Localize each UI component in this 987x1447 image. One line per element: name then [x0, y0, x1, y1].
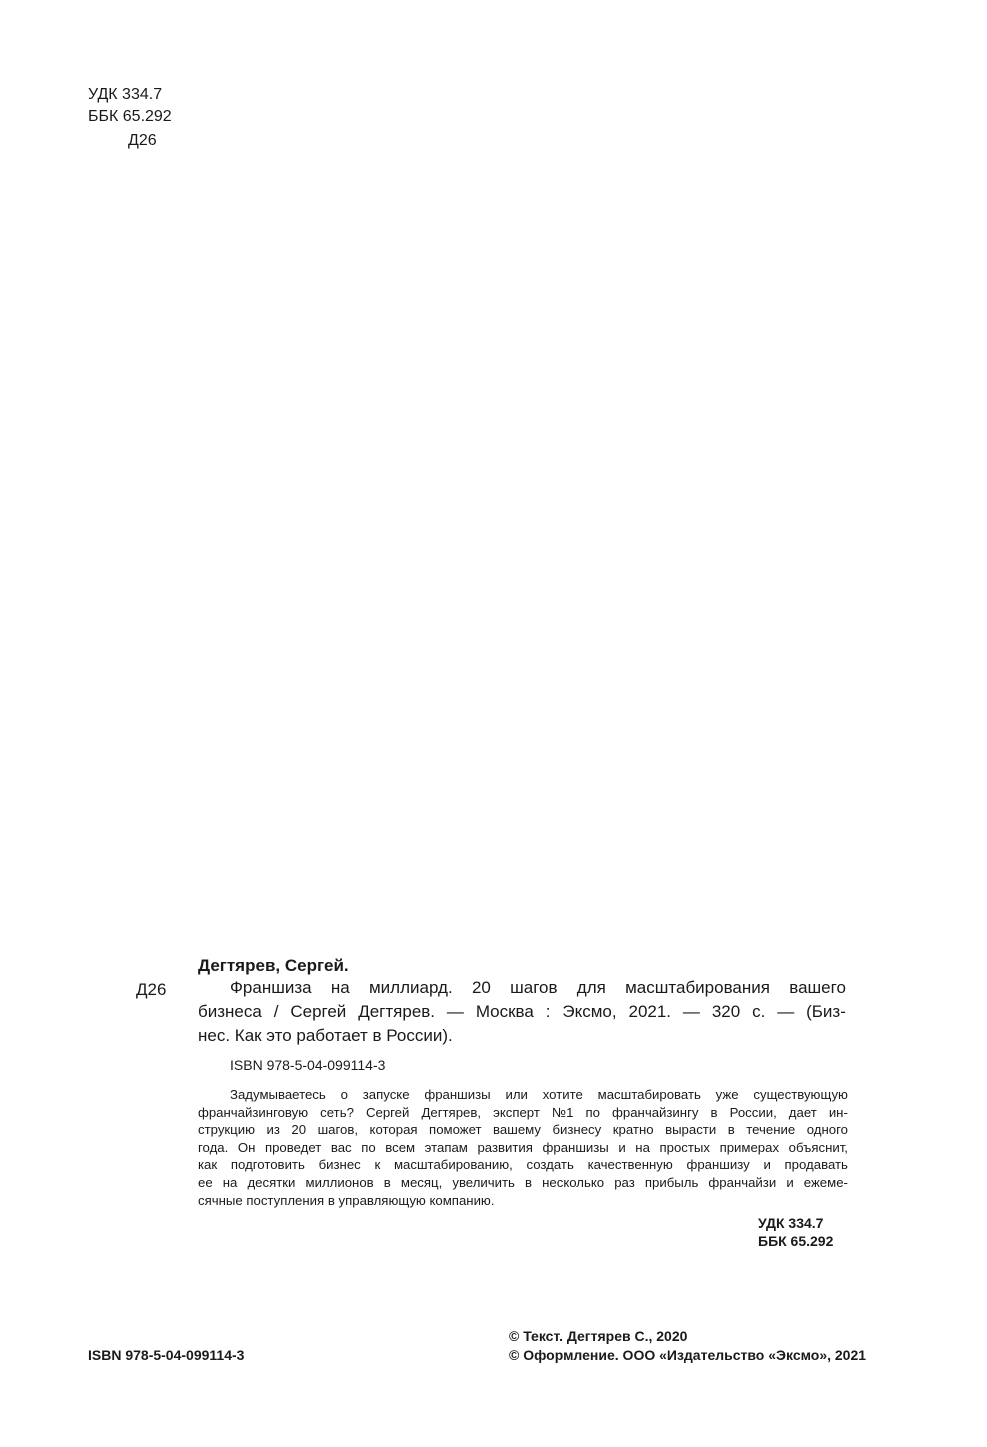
- word: Франшиза: [230, 978, 312, 997]
- copyright-text: © Текст. Дегтярев С., 2020: [509, 1328, 688, 1344]
- word: увеличить: [452, 1174, 515, 1190]
- word: масштабировать: [597, 1087, 701, 1102]
- word: масштабирования: [625, 978, 770, 997]
- word: 20: [291, 1122, 307, 1138]
- word: Задумываетесь: [230, 1087, 326, 1102]
- udk-code-top: УДК 334.7: [88, 86, 163, 103]
- word: качественную: [587, 1157, 673, 1173]
- copyright-design: © Оформление. ООО «Издательство «Эксмо», 2021: [509, 1347, 867, 1363]
- word: бизнеса: [198, 1002, 262, 1021]
- word: вашего: [789, 978, 846, 997]
- word: шагов,: [317, 1122, 359, 1138]
- word: /: [273, 1002, 279, 1021]
- author-heading: Дегтярев, Сергей.: [198, 956, 349, 975]
- bbk-code-top: ББК 65.292: [88, 108, 172, 125]
- bibliographic-description: [198, 976, 846, 1048]
- word: и: [618, 1139, 626, 1155]
- word: и: [763, 1157, 771, 1173]
- word: которая: [369, 1122, 418, 1138]
- annotation-line: [198, 1139, 848, 1157]
- word: развития: [477, 1139, 533, 1155]
- word: франчайзингу: [612, 1104, 699, 1120]
- word: миллионов: [305, 1174, 374, 1190]
- word: запуске: [362, 1087, 410, 1102]
- word: или: [505, 1087, 528, 1102]
- annotation-line: [198, 1156, 848, 1174]
- word: несколько: [542, 1174, 605, 1190]
- word: раз: [614, 1174, 635, 1190]
- word: хотите: [542, 1087, 583, 1102]
- word: десятки: [247, 1174, 296, 1190]
- word: поможет: [429, 1122, 482, 1138]
- word: франчайзи: [708, 1174, 777, 1190]
- description-line: [198, 1024, 846, 1048]
- word: ее: [198, 1174, 213, 1190]
- word: 20: [471, 978, 491, 997]
- word: —: [446, 1002, 464, 1021]
- annotation-line: [198, 1192, 848, 1210]
- word: этапам: [424, 1139, 468, 1155]
- word: Москва: [475, 1002, 534, 1021]
- word: в: [710, 1104, 718, 1120]
- word: простых: [659, 1139, 710, 1155]
- word: ежеме-: [803, 1174, 848, 1190]
- word: Он: [237, 1139, 256, 1155]
- word: шагов: [510, 978, 558, 997]
- word: к: [374, 1157, 381, 1173]
- word: 320: [711, 1002, 741, 1021]
- word: нес. Как это работает в России).: [198, 1026, 453, 1045]
- word: вырасти: [665, 1122, 717, 1138]
- word: миллиард.: [368, 978, 453, 997]
- word: Сергей: [290, 1002, 347, 1021]
- word: прибыль: [644, 1174, 699, 1190]
- word: :: [545, 1002, 551, 1021]
- word: на: [635, 1139, 650, 1155]
- word: сячные поступления в управляющую компанию.: [198, 1192, 495, 1208]
- annotation-line: [198, 1104, 848, 1122]
- word: уже: [715, 1087, 739, 1102]
- word: существующую: [753, 1087, 848, 1102]
- word: и: [786, 1174, 794, 1190]
- word: Эксмо,: [562, 1002, 617, 1021]
- word: Сергей: [365, 1104, 410, 1120]
- word: бизнес: [318, 1157, 361, 1173]
- word: как: [198, 1157, 218, 1173]
- word: года.: [198, 1139, 229, 1155]
- word: Дегтярев.: [358, 1002, 436, 1021]
- word: месяц,: [400, 1174, 443, 1190]
- word: с.: [752, 1002, 766, 1021]
- word: по: [361, 1139, 376, 1155]
- word: на: [222, 1174, 238, 1190]
- isbn-record: ISBN 978-5-04-099114-3: [230, 1057, 386, 1073]
- word: франшизы: [542, 1139, 609, 1155]
- word: России,: [729, 1104, 777, 1120]
- word: 2021.: [628, 1002, 672, 1021]
- annotation-line: [198, 1174, 848, 1192]
- word: для: [576, 978, 606, 997]
- word: на: [330, 978, 350, 997]
- word: франчайзинговую: [198, 1104, 309, 1120]
- annotation-line: [198, 1086, 848, 1104]
- author-sign-record: Д26: [136, 980, 167, 999]
- word: продавать: [784, 1157, 848, 1173]
- bbk-code-bottom: ББК 65.292: [758, 1233, 834, 1249]
- word: течение: [746, 1122, 796, 1138]
- word: вашему: [493, 1122, 541, 1138]
- word: примерах: [719, 1139, 780, 1155]
- word: создать: [526, 1157, 574, 1173]
- isbn-footer: ISBN 978-5-04-099114-3: [88, 1347, 245, 1363]
- word: ин-: [828, 1104, 848, 1120]
- word: всем: [385, 1139, 416, 1155]
- author-sign-top: Д26: [128, 132, 157, 149]
- annotation-line: [198, 1121, 848, 1139]
- word: кратно: [612, 1122, 654, 1138]
- word: дает: [788, 1104, 817, 1120]
- word: по: [585, 1104, 600, 1120]
- description-line: [198, 1000, 846, 1024]
- description-line: [198, 976, 846, 1000]
- udk-code-bottom: УДК 334.7: [758, 1215, 824, 1231]
- annotation-paragraph: [198, 1086, 848, 1209]
- word: в: [525, 1174, 533, 1190]
- word: —: [777, 1002, 795, 1021]
- word: объяснит,: [788, 1139, 848, 1155]
- word: в: [727, 1122, 735, 1138]
- word: о: [340, 1087, 348, 1102]
- word: масштабированию,: [393, 1157, 513, 1173]
- word: (Биз-: [806, 1002, 846, 1021]
- word: в: [383, 1174, 391, 1190]
- word: франшизы: [424, 1087, 491, 1102]
- word: подготовить: [230, 1157, 305, 1173]
- word: струкцию: [198, 1122, 255, 1138]
- word: бизнесу: [552, 1122, 602, 1138]
- word: франшизу: [686, 1157, 750, 1173]
- word: №1: [551, 1104, 574, 1120]
- word: вас: [330, 1139, 352, 1155]
- word: из: [266, 1122, 280, 1138]
- word: сеть?: [320, 1104, 354, 1120]
- word: одного: [806, 1122, 848, 1138]
- word: эксперт: [493, 1104, 540, 1120]
- word: —: [682, 1002, 700, 1021]
- word: Дегтярев,: [421, 1104, 482, 1120]
- word: проведет: [264, 1139, 322, 1155]
